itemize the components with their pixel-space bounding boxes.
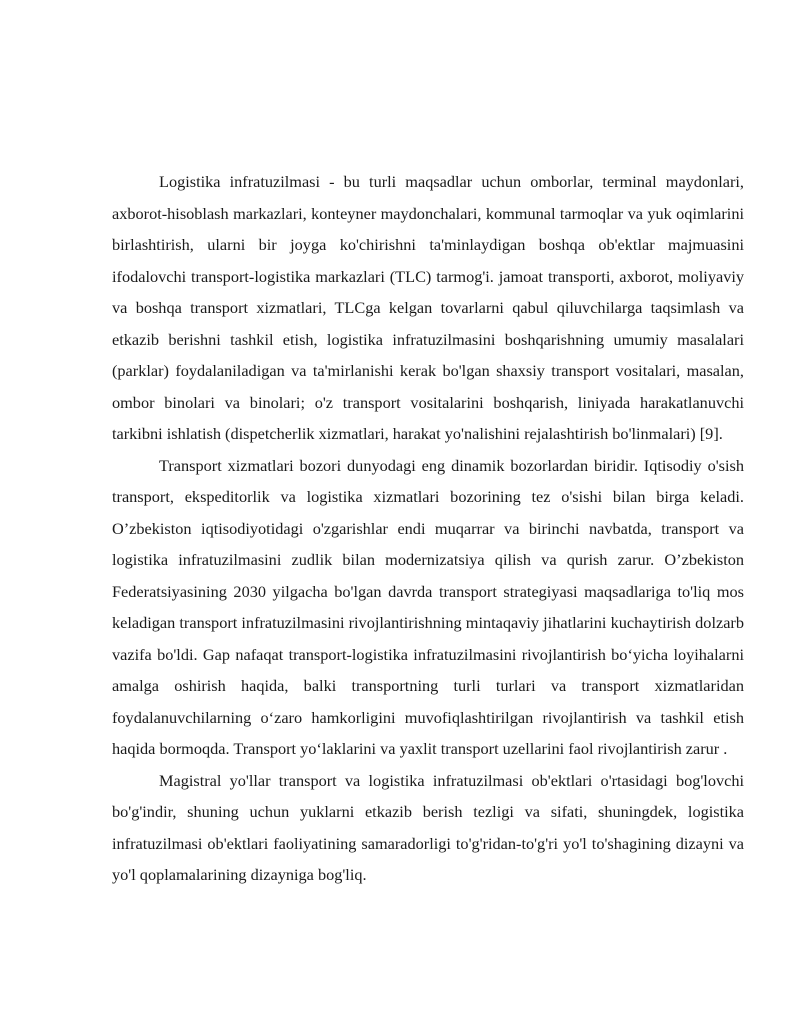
paragraph-transport-services-market: Transport xizmatlari bozori dunyodagi eng dinamik bozorlardan biridir. Iqtisodiy o'sish transport, ekspeditorlik va logistika xizmatlari bozorining tez o'sishi bilan birga keladi. O’zbekiston iqtisodiyotidagi o'zgarishlar endi muqarrar va birinchi navbatda, transport va logistika infratuzilmasini zudlik bilan modernizatsiya qilish va qurish zarur. O’zbekiston Federatsiyasining 2030 yilgacha bo'lgan davrda transport strategiyasi maqsadlariga to'liq mos keladigan transport infratuzilmasini rivojlantirishning mintaqaviy jihatlarini kuchaytirish dolzarb vazifa bo'ldi. Gap nafaqat transport-logistika infratuzilmasini rivojlantirish bo‘yicha loyihalarni amalga oshirish haqida, balki transportning turli turlari va transport xizmatlaridan foydalanuvchilarning o‘zaro hamkorligini muvofiqlashtirilgan rivojlantirish va tashkil etish haqida bormoqda. Transport yo‘laklarini va yaxlit transport uzellarini faol rivojlantirish zarur . (112, 455, 744, 758)
document-body (112, 166, 744, 891)
paragraph-highways: Magistral yo'llar transport va logistika infratuzilmasi ob'ektlari o'rtasidagi bog'lovchi bo'g'indir, shuning uchun yuklarni etkazib berish tezligi va sifati, shuningdek, logistika infratuzilmasi ob'ektlari faoliyatining samaradorligi to'g'ridan-to'g'ri yo'l to'shagining dizayni va yo'l qoplamalarining dizayniga bog'liq. (112, 770, 744, 884)
paragraph-logistics-infrastructure: Logistika infratuzilmasi - bu turli maqsadlar uchun omborlar, terminal maydonlari, axborot-hisoblash markazlari, konteyner maydonchalari, kommunal tarmoqlar va yuk oqimlarini birlashtirish, ularni bir joyga ko'chirishni ta'minlaydigan boshqa ob'ektlar majmuasini ifodalovchi transport-logistika markazlari (TLC) tarmog'i. jamoat transporti, axborot, moliyaviy va boshqa transport xizmatlari, TLCga kelgan tovarlarni qabul qiluvchilarga taqsimlash va etkazib berishni tashkil etish, logistika infratuzilmasini boshqarishning umumiy masalalari (parklar) foydalaniladigan va ta'mirlanishi kerak bo'lgan shaxsiy transport vositalari, masalan, ombor binolari va binolari; o'z transport vositalarini boshqarish, liniyada harakatlanuvchi tarkibni ishlatish (dispetcherlik xizmatlari, harakat yo'nalishini rejalashtirish bo'linmalari) [9]. (112, 172, 744, 443)
